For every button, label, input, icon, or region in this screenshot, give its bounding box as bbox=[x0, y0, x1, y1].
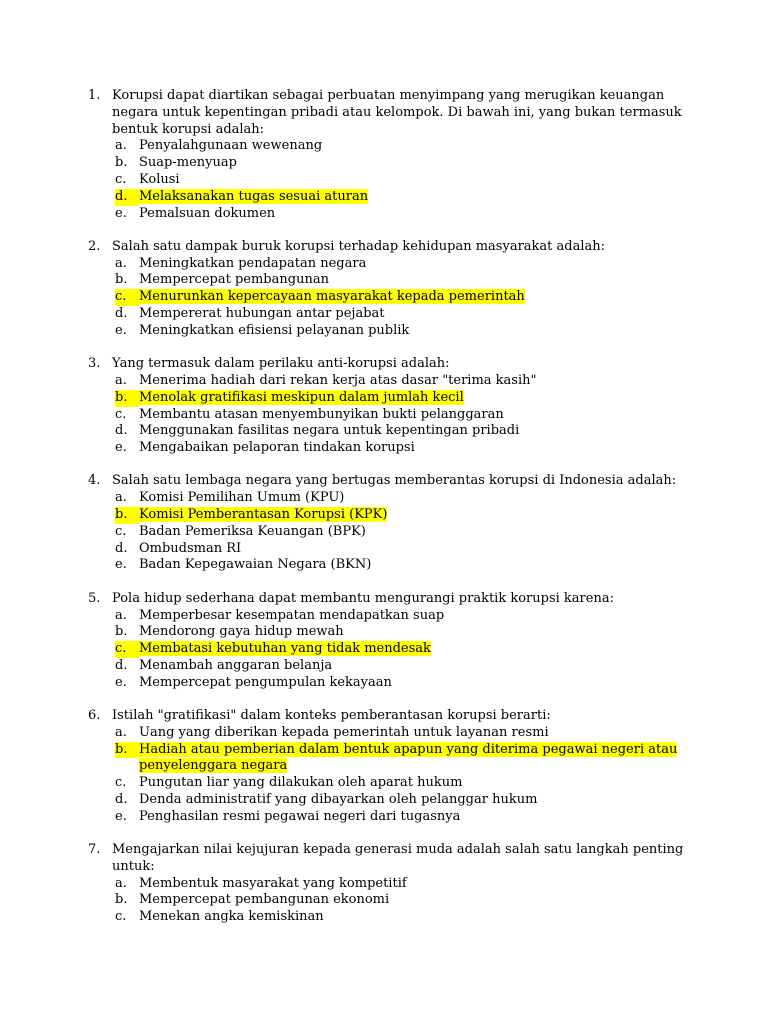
option-text: Komisi Pemilihan Umum (KPU) bbox=[139, 490, 345, 506]
option-5e bbox=[115, 675, 688, 692]
option-1b bbox=[115, 155, 688, 172]
question-list bbox=[88, 88, 688, 943]
question-5-options bbox=[88, 608, 688, 692]
question-2-options bbox=[88, 256, 688, 340]
option-text: Membantu atasan menyembunyikan bukti pelanggaran bbox=[139, 406, 504, 422]
option-text: Suap-menyuap bbox=[139, 155, 237, 171]
option-letter: d. bbox=[115, 306, 128, 322]
option-text: Mengabaikan pelaporan tindakan korupsi bbox=[139, 440, 415, 456]
option-letter: a. bbox=[115, 490, 127, 506]
option-4b-highlighted-answer bbox=[115, 507, 688, 524]
question-4-header bbox=[88, 473, 688, 490]
option-1d-highlighted-answer bbox=[115, 189, 688, 206]
option-text: Menolak gratifikasi meskipun dalam jumlah kecil bbox=[139, 389, 464, 405]
option-letter: a. bbox=[115, 724, 127, 740]
option-letter: c. bbox=[115, 289, 139, 306]
option-letter: a. bbox=[115, 875, 127, 891]
option-6a bbox=[115, 725, 688, 742]
option-1a bbox=[115, 138, 688, 155]
question-text: Salah satu lembaga negara yang bertugas memberantas korupsi di Indonesia adalah: bbox=[112, 473, 677, 489]
option-3c bbox=[115, 407, 688, 424]
option-letter: d. bbox=[115, 791, 128, 807]
option-4e bbox=[115, 557, 688, 574]
option-letter: d. bbox=[115, 189, 139, 206]
option-6c bbox=[115, 775, 688, 792]
question-4-options bbox=[88, 490, 688, 574]
option-2d bbox=[115, 306, 688, 323]
option-text: Membentuk masyarakat yang kompetitif bbox=[139, 875, 407, 891]
option-letter: b. bbox=[115, 390, 139, 407]
question-text: Mengajarkan nilai kejujuran kepada generasi muda adalah salah satu langkah penting untuk: bbox=[112, 842, 684, 874]
option-letter: b. bbox=[115, 507, 139, 524]
option-4d bbox=[115, 541, 688, 558]
question-5-header bbox=[88, 591, 688, 608]
question-number: 1. bbox=[88, 88, 101, 103]
option-text: Kolusi bbox=[139, 171, 180, 187]
question-3 bbox=[88, 356, 688, 457]
option-text: Penghasilan resmi pegawai negeri dari tugasnya bbox=[139, 808, 461, 824]
option-text: Pemalsuan dokumen bbox=[139, 205, 276, 221]
question-2-header bbox=[88, 239, 688, 256]
question-number: 3. bbox=[88, 356, 101, 372]
option-letter: c. bbox=[115, 523, 127, 539]
option-6e bbox=[115, 809, 688, 826]
option-letter: d. bbox=[115, 540, 128, 556]
option-letter: a. bbox=[115, 255, 127, 271]
option-letter: c. bbox=[115, 909, 127, 925]
option-6d bbox=[115, 792, 688, 809]
option-letter: b. bbox=[115, 742, 139, 759]
option-letter: c. bbox=[115, 641, 139, 658]
option-letter: b. bbox=[115, 892, 128, 908]
option-3d bbox=[115, 423, 688, 440]
option-letter: b. bbox=[115, 155, 128, 171]
option-letter: e. bbox=[115, 440, 127, 456]
option-text: Uang yang diberikan kepada pemerintah untuk layanan resmi bbox=[139, 724, 549, 740]
option-text: Ombudsman RI bbox=[139, 540, 242, 556]
question-4 bbox=[88, 473, 688, 574]
option-text: Mempercepat pengumpulan kekayaan bbox=[139, 674, 392, 690]
option-letter: c. bbox=[115, 406, 127, 422]
option-letter: c. bbox=[115, 775, 127, 791]
option-letter: a. bbox=[115, 607, 127, 623]
question-3-options bbox=[88, 373, 688, 457]
option-text: Badan Pemeriksa Keuangan (BPK) bbox=[139, 523, 366, 539]
option-3b-highlighted-answer bbox=[115, 390, 688, 407]
question-text: Istilah "gratifikasi" dalam konteks pemberantasan korupsi berarti: bbox=[112, 708, 551, 723]
option-7c bbox=[115, 909, 688, 926]
question-number: 4. bbox=[88, 473, 101, 489]
question-number: 6. bbox=[88, 708, 101, 723]
question-1 bbox=[88, 88, 688, 222]
question-1-options bbox=[88, 138, 688, 222]
option-text: Badan Kepegawaian Negara (BKN) bbox=[139, 557, 372, 573]
option-text: Mendorong gaya hidup mewah bbox=[139, 624, 344, 640]
option-text: Mempercepat pembangunan bbox=[139, 272, 329, 288]
option-text: Membatasi kebutuhan yang tidak mendesak bbox=[139, 641, 431, 657]
option-text: Komisi Pemberantasan Korupsi (KPK) bbox=[139, 507, 388, 523]
option-1e bbox=[115, 206, 688, 223]
question-text: Yang termasuk dalam perilaku anti-korupsi adalah: bbox=[112, 356, 450, 372]
option-2e bbox=[115, 323, 688, 340]
option-2b bbox=[115, 272, 688, 289]
option-letter: c. bbox=[115, 171, 127, 187]
option-text: Menerima hadiah dari rekan kerja atas dasar "terima kasih" bbox=[139, 372, 537, 388]
question-5 bbox=[88, 591, 688, 692]
option-text: Menurunkan kepercayaan masyarakat kepada pemerintah bbox=[139, 289, 525, 305]
option-5d bbox=[115, 658, 688, 675]
question-number: 7. bbox=[88, 842, 101, 858]
option-2c-highlighted-answer bbox=[115, 289, 688, 306]
question-7 bbox=[88, 842, 688, 926]
option-letter: e. bbox=[115, 557, 127, 573]
option-letter: d. bbox=[115, 423, 128, 439]
option-text: Meningkatkan efisiensi pelayanan publik bbox=[139, 322, 410, 338]
option-text: Denda administratif yang dibayarkan oleh pelanggar hukum bbox=[139, 791, 538, 807]
option-letter: e. bbox=[115, 674, 127, 690]
option-text: Penyalahgunaan wewenang bbox=[139, 138, 323, 154]
option-text: Menambah anggaran belanja bbox=[139, 657, 333, 673]
question-6 bbox=[88, 708, 688, 826]
option-letter: a. bbox=[115, 372, 127, 388]
option-5a bbox=[115, 608, 688, 625]
option-2a bbox=[115, 256, 688, 273]
question-text: Pola hidup sederhana dapat membantu mengurangi praktik korupsi karena: bbox=[112, 590, 614, 606]
question-1-header bbox=[88, 88, 688, 138]
question-6-header bbox=[88, 708, 688, 725]
option-letter: e. bbox=[115, 322, 127, 338]
question-number: 5. bbox=[88, 590, 101, 606]
option-text: Meningkatkan pendapatan negara bbox=[139, 255, 367, 271]
question-number: 2. bbox=[88, 238, 101, 254]
question-text: Korupsi dapat diartikan sebagai perbuatan menyimpang yang merugikan keuangan negara untuk kepentingan pribadi atau kelompok. Di bawah ini, yang bukan termasuk bentuk korupsi adalah: bbox=[112, 88, 682, 137]
option-text: Mempererat hubungan antar pejabat bbox=[139, 306, 385, 322]
option-1c bbox=[115, 172, 688, 189]
option-text: Memperbesar kesempatan mendapatkan suap bbox=[139, 607, 445, 623]
option-text: Mempercepat pembangunan ekonomi bbox=[139, 892, 390, 908]
option-text: Hadiah atau pemberian dalam bentuk apapun yang diterima pegawai negeri atau penyelenggara negara bbox=[139, 741, 678, 774]
option-letter: e. bbox=[115, 808, 127, 824]
option-6b-highlighted-answer bbox=[115, 742, 688, 776]
option-text: Melaksanakan tugas sesuai aturan bbox=[139, 188, 369, 204]
option-7a bbox=[115, 876, 688, 893]
option-text: Pungutan liar yang dilakukan oleh aparat hukum bbox=[139, 775, 463, 791]
option-letter: a. bbox=[115, 138, 127, 154]
option-5b bbox=[115, 624, 688, 641]
option-7b bbox=[115, 892, 688, 909]
question-6-options bbox=[88, 725, 688, 826]
option-letter: b. bbox=[115, 272, 128, 288]
question-7-header bbox=[88, 842, 688, 876]
option-5c-highlighted-answer bbox=[115, 641, 688, 658]
option-4a bbox=[115, 490, 688, 507]
option-letter: e. bbox=[115, 205, 127, 221]
option-text: Menggunakan fasilitas negara untuk kepentingan pribadi bbox=[139, 423, 520, 439]
option-letter: b. bbox=[115, 624, 128, 640]
question-text: Salah satu dampak buruk korupsi terhadap kehidupan masyarakat adalah: bbox=[112, 238, 605, 254]
option-4c bbox=[115, 524, 688, 541]
question-3-header bbox=[88, 356, 688, 373]
option-3e bbox=[115, 440, 688, 457]
question-7-options bbox=[88, 876, 688, 926]
question-2 bbox=[88, 239, 688, 340]
option-text: Menekan angka kemiskinan bbox=[139, 909, 324, 925]
option-3a bbox=[115, 373, 688, 390]
option-letter: d. bbox=[115, 657, 128, 673]
